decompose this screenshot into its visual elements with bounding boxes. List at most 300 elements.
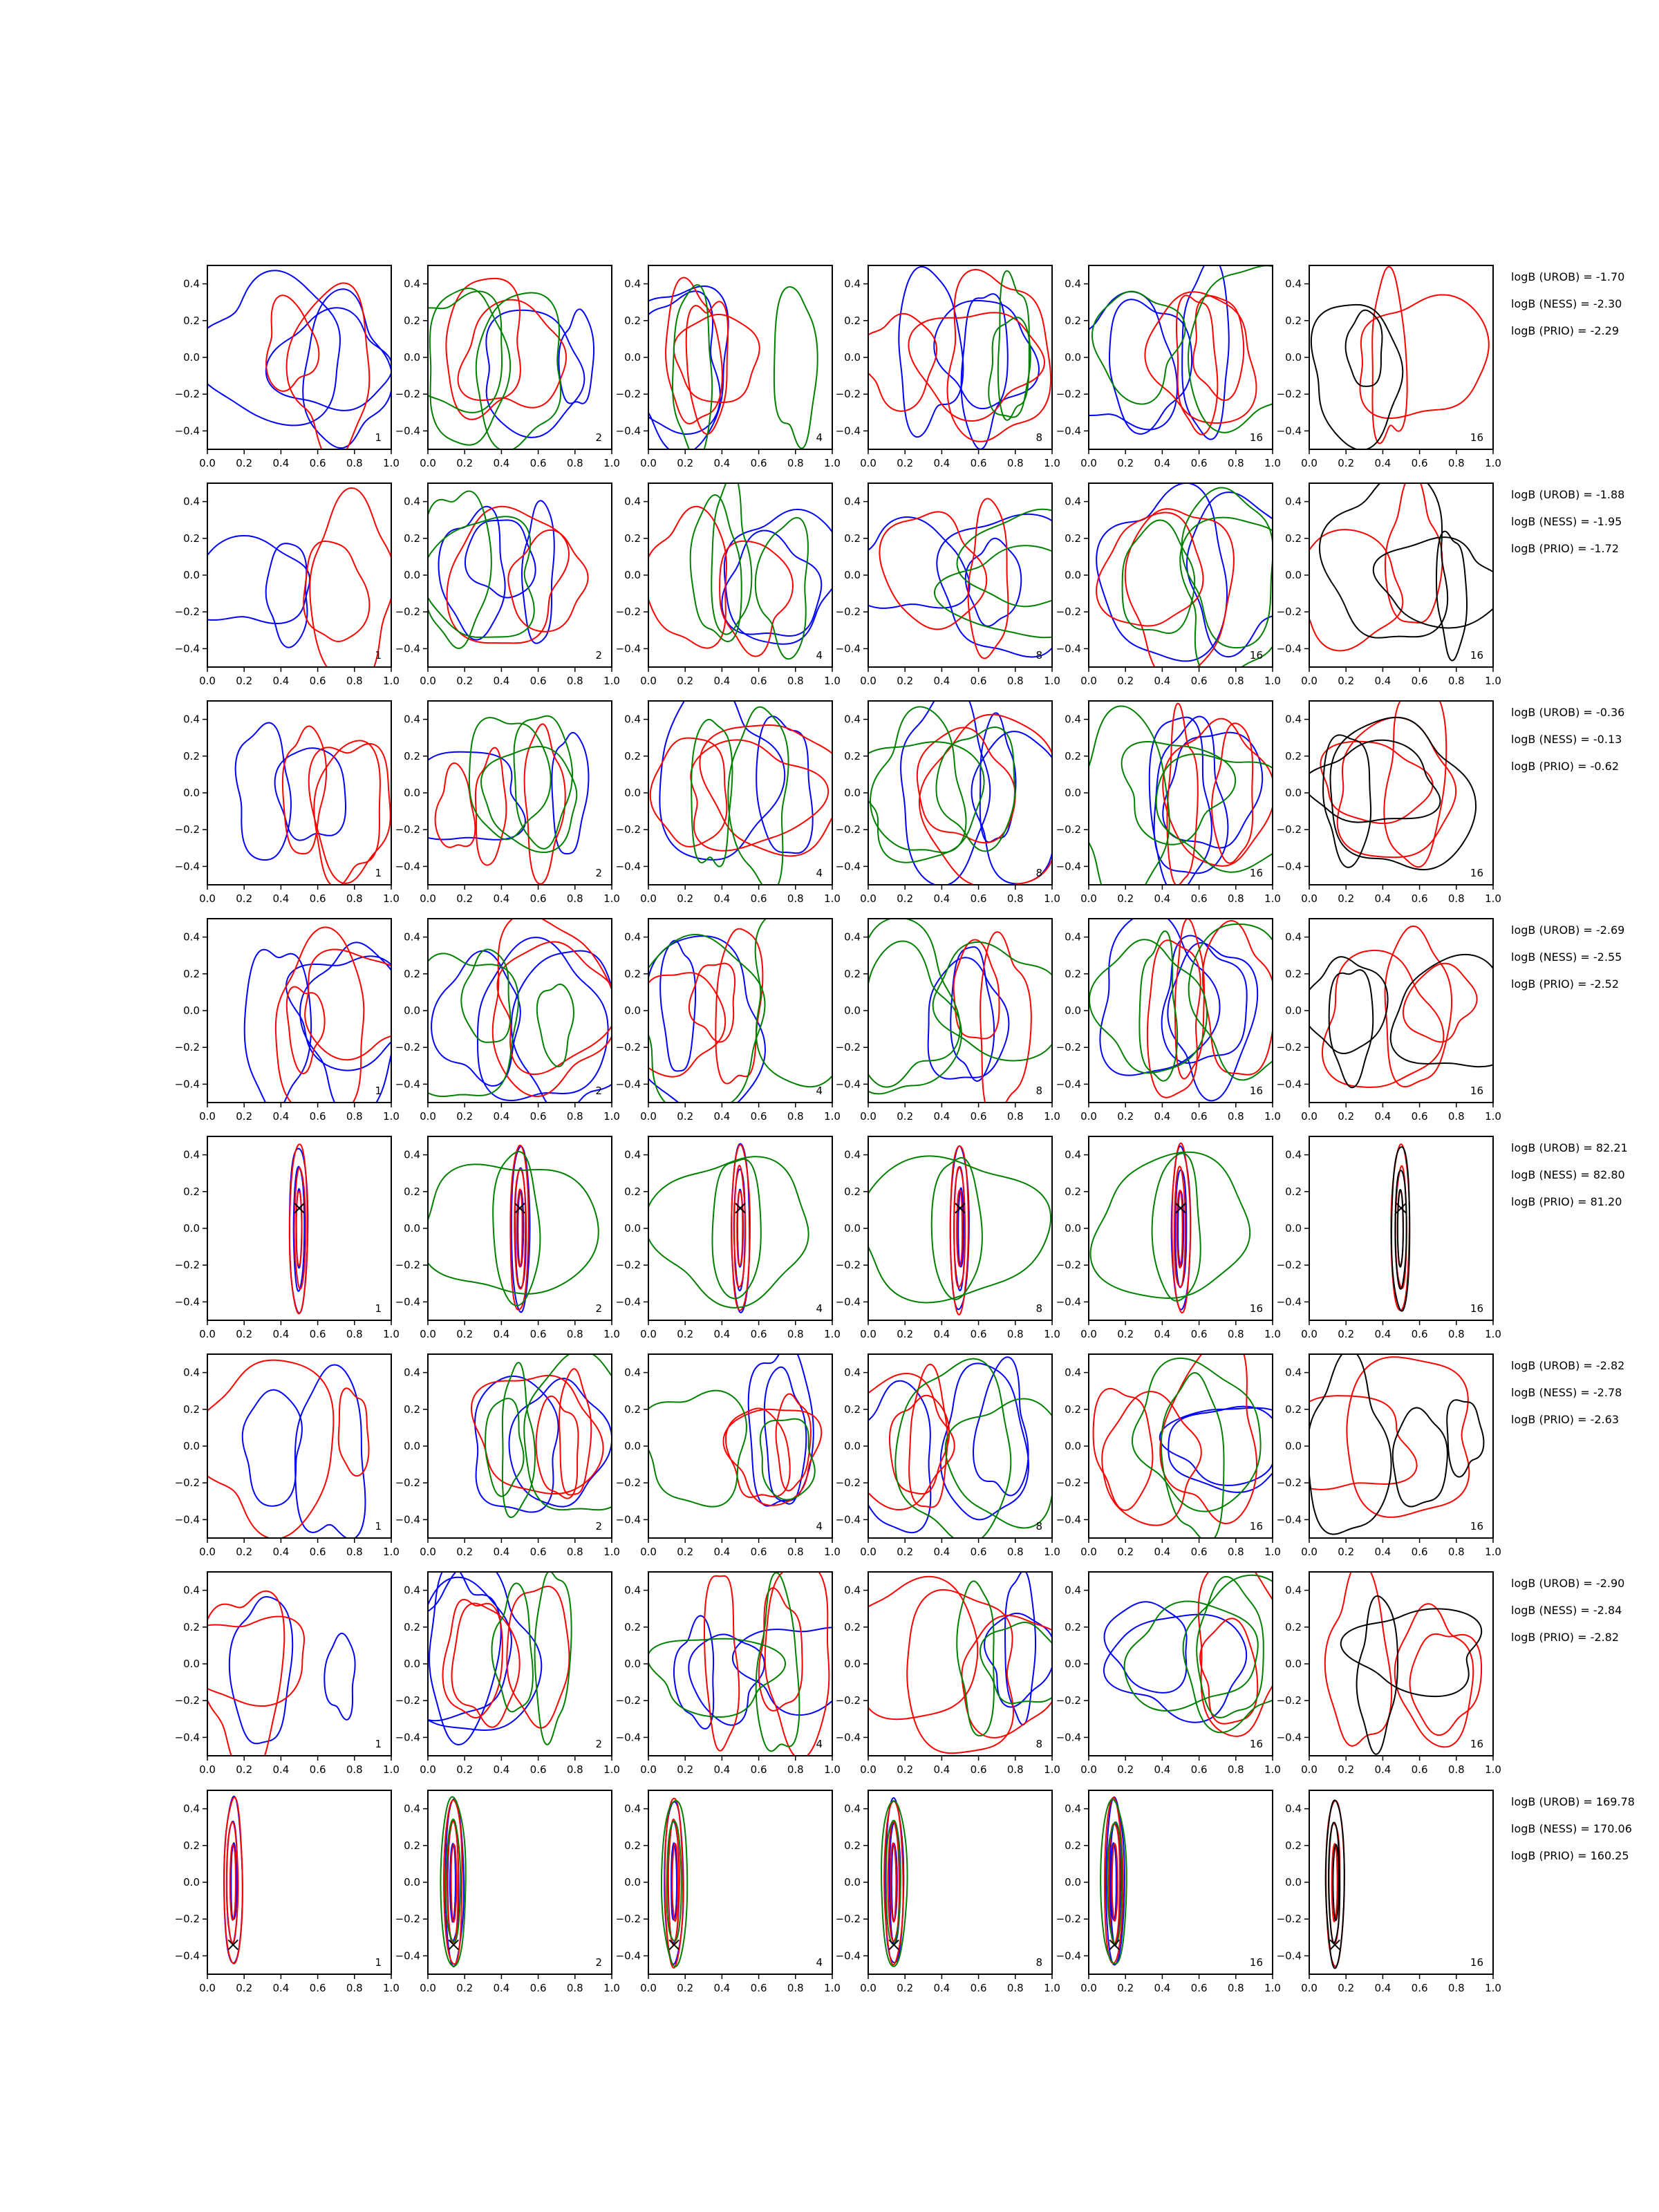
x-tick-label: 1.0 [1485, 1546, 1501, 1558]
contour-blue [1187, 492, 1301, 657]
contour-black [1346, 310, 1382, 386]
x-tick-label: 1.0 [1264, 457, 1281, 469]
x-tick-label: 1.0 [383, 1110, 400, 1123]
contour-blue [185, 536, 310, 624]
contour-lines [440, 1797, 465, 1967]
panel-r5-c3 [616, 1136, 841, 1340]
panel-label: 2 [595, 1520, 602, 1533]
logb-prio-text: logB (PRIO) = 160.25 [1511, 1849, 1629, 1862]
x-tick-label: 0.8 [346, 1110, 363, 1123]
y-tick-label: 0.4 [404, 495, 420, 508]
x-tick-label: 0.0 [1301, 457, 1318, 469]
contour-red [559, 1369, 591, 1494]
y-tick-label: −0.4 [615, 424, 641, 438]
contour-lines [645, 1144, 808, 1313]
y-tick-label: 0.2 [624, 532, 641, 545]
panel-r7-c3 [616, 1566, 864, 1776]
x-tick-label: 1.0 [383, 675, 400, 687]
contour-green [711, 474, 751, 634]
y-tick-label: 0.0 [183, 1004, 200, 1017]
y-tick-label: −0.4 [1276, 860, 1302, 873]
x-tick-label: 0.0 [199, 675, 216, 687]
x-tick-label: 0.0 [1301, 1546, 1318, 1558]
x-tick-label: 0.4 [272, 1110, 290, 1123]
y-tick-label: −0.4 [395, 642, 420, 655]
x-tick-label: 0.6 [1190, 1763, 1208, 1776]
y-tick-label: 0.2 [1065, 749, 1081, 762]
logb-urob-text: logB (UROB) = -2.69 [1511, 924, 1625, 937]
y-tick-label: −0.4 [1276, 1078, 1302, 1091]
contour-lines [245, 927, 420, 1119]
y-tick-label: 0.4 [624, 1584, 641, 1597]
x-tick-label: 0.2 [1338, 675, 1355, 687]
y-tick-label: 0.4 [624, 1148, 641, 1161]
x-tick-label: 0.2 [897, 1546, 914, 1558]
y-tick-label: −0.4 [174, 1949, 200, 1962]
y-tick-label: 0.4 [183, 277, 200, 290]
x-tick-label: 0.2 [1117, 1328, 1134, 1340]
x-tick-label: 0.8 [346, 1546, 363, 1558]
axes-frame [428, 1136, 612, 1320]
x-tick-label: 1.0 [383, 457, 400, 469]
x-tick-label: 1.0 [824, 457, 841, 469]
x-tick-label: 0.8 [1006, 675, 1024, 687]
y-tick-label: −0.2 [1056, 823, 1081, 836]
x-tick-label: 0.2 [677, 457, 694, 469]
contour-lines [644, 474, 842, 659]
y-tick-label: 0.2 [404, 1839, 420, 1852]
panel-r8-c5 [1056, 1790, 1281, 1994]
y-tick-label: 0.4 [183, 1584, 200, 1597]
x-tick-label: 0.0 [640, 1546, 657, 1558]
axes-frame [1309, 1354, 1493, 1538]
y-tick-label: 0.0 [1285, 787, 1302, 799]
contour-blue [1109, 299, 1192, 434]
y-tick-label: −0.4 [1056, 1731, 1081, 1744]
panel-r2-c4 [836, 483, 1086, 687]
x-tick-label: 0.8 [1006, 1328, 1024, 1340]
x-tick-label: 0.0 [420, 1982, 436, 1994]
contour-lines [1104, 1562, 1291, 1736]
y-tick-label: 0.0 [1285, 1004, 1302, 1017]
contour-black [1398, 1190, 1403, 1267]
x-tick-label: 0.8 [1447, 892, 1465, 905]
contour-red [1203, 921, 1275, 1075]
y-tick-label: −0.2 [395, 1041, 420, 1054]
contour-red [1395, 1604, 1474, 1747]
x-tick-label: 0.2 [677, 1982, 694, 1994]
y-tick-label: 0.0 [1065, 1876, 1081, 1888]
contour-red [1338, 718, 1456, 857]
y-tick-label: 0.0 [1065, 569, 1081, 581]
x-tick-label: 0.2 [1338, 1110, 1355, 1123]
panel-label: 16 [1470, 1956, 1483, 1969]
y-tick-label: −0.4 [835, 860, 861, 873]
logb-urob-text: logB (UROB) = 169.78 [1511, 1795, 1635, 1808]
x-tick-label: 0.4 [1374, 1982, 1391, 1994]
y-tick-label: 0.0 [624, 351, 641, 364]
y-tick-label: 0.4 [1065, 1584, 1081, 1597]
x-tick-label: 0.0 [420, 457, 436, 469]
y-tick-label: 0.0 [624, 1440, 641, 1452]
y-tick-label: 0.4 [624, 930, 641, 944]
panel-label: 8 [1035, 431, 1042, 444]
x-tick-label: 0.6 [1411, 1110, 1428, 1123]
x-tick-label: 0.2 [677, 1546, 694, 1558]
x-tick-label: 0.2 [677, 675, 694, 687]
x-tick-label: 0.2 [236, 1110, 253, 1123]
contour-lines [852, 1571, 1069, 1753]
axes-frame [207, 701, 391, 885]
x-tick-label: 0.0 [1080, 1763, 1097, 1776]
y-tick-label: 0.2 [1065, 532, 1081, 545]
contour-lines [290, 1144, 308, 1313]
x-tick-label: 0.4 [272, 457, 290, 469]
contour-lines [1094, 1333, 1289, 1542]
x-tick-label: 0.2 [456, 892, 474, 905]
y-tick-label: −0.4 [1276, 424, 1302, 438]
x-tick-label: 0.4 [933, 892, 950, 905]
logb-urob-text: logB (UROB) = 82.21 [1511, 1141, 1628, 1154]
panel-r8-c3 [616, 1790, 841, 1994]
x-tick-label: 0.4 [1154, 1546, 1171, 1558]
y-tick-label: −0.2 [615, 388, 641, 401]
logb-prio-text: logB (PRIO) = -2.29 [1511, 324, 1619, 337]
x-tick-label: 0.8 [1447, 1110, 1465, 1123]
contour-lines [1058, 258, 1295, 440]
panel-label: 4 [816, 1302, 823, 1315]
x-tick-label: 0.2 [236, 457, 253, 469]
y-tick-label: −0.4 [174, 642, 200, 655]
axes-frame [648, 701, 832, 885]
panel-r1-c4 [836, 265, 1060, 469]
x-tick-label: 1.0 [1044, 457, 1060, 469]
x-tick-label: 1.0 [824, 1328, 841, 1340]
y-tick-label: 0.4 [844, 713, 861, 726]
x-tick-label: 0.2 [1338, 1763, 1355, 1776]
panel-label: 16 [1470, 431, 1483, 444]
x-tick-label: 0.2 [1338, 457, 1355, 469]
y-tick-label: 0.4 [404, 277, 420, 290]
contour-lines [860, 1146, 1051, 1315]
panel-label: 4 [816, 1738, 823, 1750]
contour-blue [674, 1615, 713, 1729]
contour-green [691, 495, 742, 641]
y-tick-label: −0.2 [615, 1041, 641, 1054]
y-tick-label: 0.4 [404, 1148, 420, 1161]
panel-label: 16 [1470, 1738, 1483, 1750]
x-tick-label: 0.2 [1117, 1110, 1134, 1123]
x-tick-label: 0.4 [1154, 1763, 1171, 1776]
panel-label: 16 [1249, 867, 1263, 879]
contour-lines [422, 491, 588, 648]
panel-label: 2 [595, 867, 602, 879]
contour-green [1139, 931, 1177, 1081]
x-tick-label: 0.6 [529, 892, 547, 905]
y-tick-label: 0.0 [183, 1222, 200, 1235]
y-tick-label: 0.2 [404, 1403, 420, 1416]
y-tick-label: −0.2 [615, 1477, 641, 1490]
y-tick-label: −0.4 [1056, 860, 1081, 873]
contour-lines [397, 915, 626, 1114]
x-tick-label: 0.4 [1374, 675, 1391, 687]
panel-r4-c4 [836, 918, 1060, 1123]
y-tick-label: −0.4 [174, 424, 200, 438]
y-tick-label: 0.0 [1065, 1440, 1081, 1452]
y-tick-label: −0.2 [835, 823, 861, 836]
y-tick-label: 0.0 [624, 1658, 641, 1670]
logb-prio-text: logB (PRIO) = -2.63 [1511, 1413, 1619, 1426]
x-tick-label: 0.0 [860, 1763, 877, 1776]
contour-red [636, 973, 725, 1076]
y-tick-label: −0.4 [395, 1295, 420, 1309]
y-tick-label: −0.4 [615, 642, 641, 655]
y-tick-label: 0.4 [624, 713, 641, 726]
y-tick-label: 0.2 [183, 532, 200, 545]
y-tick-label: −0.2 [1276, 1694, 1302, 1707]
x-tick-label: 0.2 [456, 1110, 474, 1123]
panel-r8-c2 [395, 1790, 620, 1994]
contour-green [1091, 1152, 1250, 1298]
y-tick-label: −0.2 [835, 1694, 861, 1707]
contour-lines [422, 1145, 599, 1312]
x-tick-label: 0.0 [860, 1110, 877, 1123]
x-tick-label: 0.4 [933, 1328, 950, 1340]
x-tick-label: 0.4 [1154, 892, 1171, 905]
y-tick-label: 0.0 [844, 1004, 861, 1017]
x-tick-label: 0.6 [309, 1763, 326, 1776]
y-tick-label: 0.2 [183, 1403, 200, 1416]
panel-r6-c6 [1277, 1350, 1501, 1558]
y-tick-label: −0.4 [615, 1513, 641, 1526]
contour-blue [475, 1376, 559, 1512]
y-tick-label: −0.4 [395, 1731, 420, 1744]
logb-urob-text: logB (UROB) = -2.82 [1511, 1359, 1625, 1372]
y-tick-label: −0.4 [395, 1078, 420, 1091]
x-tick-label: 0.6 [1190, 457, 1208, 469]
contour-red [297, 1192, 302, 1266]
y-tick-label: −0.4 [174, 1295, 200, 1309]
y-tick-label: −0.2 [615, 1259, 641, 1272]
y-tick-label: −0.2 [395, 1259, 420, 1272]
x-tick-label: 0.0 [640, 1763, 657, 1776]
contour-lines [850, 918, 1059, 1118]
y-tick-label: −0.2 [174, 823, 200, 836]
contour-red [650, 738, 727, 847]
x-tick-label: 0.4 [493, 1328, 510, 1340]
contour-red [980, 932, 1031, 1118]
axes-frame [868, 1572, 1052, 1756]
x-tick-label: 0.8 [346, 457, 363, 469]
panel-label: 8 [1035, 1738, 1042, 1750]
x-tick-label: 1.0 [1044, 675, 1060, 687]
x-tick-label: 1.0 [1485, 1328, 1501, 1340]
y-tick-label: 0.2 [183, 1620, 200, 1633]
y-tick-label: 0.2 [183, 1839, 200, 1852]
x-tick-label: 0.6 [1411, 457, 1428, 469]
y-tick-label: 0.2 [624, 967, 641, 980]
x-tick-label: 0.8 [346, 1328, 363, 1340]
panel-r3-c3 [616, 680, 847, 905]
y-tick-label: 0.4 [844, 1148, 861, 1161]
x-tick-label: 0.4 [1154, 1110, 1171, 1123]
x-tick-label: 0.8 [1006, 892, 1024, 905]
x-tick-label: 0.0 [1301, 1328, 1318, 1340]
contour-blue [847, 517, 970, 608]
contour-lines [1100, 1797, 1127, 1965]
x-tick-label: 0.0 [640, 675, 657, 687]
x-tick-label: 0.6 [1411, 1546, 1428, 1558]
x-tick-label: 0.2 [677, 1328, 694, 1340]
x-tick-label: 0.6 [1190, 1982, 1208, 1994]
y-tick-label: −0.4 [1276, 1731, 1302, 1744]
y-tick-label: 0.0 [624, 1222, 641, 1235]
contour-green [850, 918, 960, 1087]
contour-blue [749, 1345, 814, 1506]
axes-frame [207, 1572, 391, 1756]
contour-black [1303, 957, 1388, 1053]
axes-frame [1309, 265, 1493, 449]
panel-r4-c1 [175, 919, 420, 1123]
contour-green [756, 1573, 800, 1751]
contour-green [1132, 1358, 1261, 1512]
panel-label: 16 [1249, 1520, 1263, 1533]
x-tick-label: 0.2 [1117, 457, 1134, 469]
y-tick-label: 0.4 [1285, 1148, 1302, 1161]
x-tick-label: 0.2 [456, 1763, 474, 1776]
x-tick-label: 0.2 [236, 1763, 253, 1776]
axes-frame [648, 1572, 832, 1756]
panel-r6-c3 [616, 1345, 841, 1558]
contour-blue [972, 731, 1060, 883]
x-tick-label: 0.4 [713, 1982, 731, 1994]
x-tick-label: 1.0 [1485, 1110, 1501, 1123]
contour-lines [847, 495, 1086, 658]
y-tick-label: 0.0 [183, 1658, 200, 1670]
panel-r5-c5 [1056, 1136, 1281, 1340]
y-tick-label: −0.2 [174, 606, 200, 619]
y-tick-label: 0.0 [624, 569, 641, 581]
contour-lines [881, 1798, 907, 1967]
x-tick-label: 0.0 [420, 1110, 436, 1123]
x-tick-label: 0.6 [750, 1763, 767, 1776]
contour-lines [191, 270, 393, 462]
x-tick-label: 0.6 [309, 457, 326, 469]
y-tick-label: −0.4 [395, 424, 420, 438]
panel-label: 4 [816, 867, 823, 879]
logb-ness-text: logB (NESS) = -2.78 [1511, 1386, 1622, 1399]
panel-r7-c1 [175, 1572, 400, 1778]
contour-blue [1150, 718, 1212, 894]
x-tick-label: 0.4 [933, 457, 950, 469]
contour-green [774, 287, 818, 449]
y-tick-label: 0.0 [1285, 569, 1302, 581]
y-tick-label: −0.2 [1276, 823, 1302, 836]
x-tick-label: 0.8 [787, 1982, 804, 1994]
contour-lines [662, 1799, 687, 1968]
x-tick-label: 0.6 [1190, 1546, 1208, 1558]
contour-blue [243, 1390, 302, 1506]
y-tick-label: 0.2 [844, 1185, 861, 1198]
y-tick-label: 0.0 [1065, 1004, 1081, 1017]
x-tick-label: 0.0 [1080, 1328, 1097, 1340]
x-tick-label: 1.0 [1485, 675, 1501, 687]
y-tick-label: 0.2 [844, 967, 861, 980]
x-tick-label: 0.0 [640, 892, 657, 905]
y-tick-label: 0.4 [844, 1802, 861, 1815]
y-tick-label: 0.2 [624, 314, 641, 327]
x-tick-label: 0.0 [420, 675, 436, 687]
panel-r3-c6 [1277, 690, 1501, 905]
panel-label: 16 [1470, 867, 1483, 879]
panel-label: 4 [816, 431, 823, 444]
x-tick-label: 0.4 [272, 892, 290, 905]
x-tick-label: 1.0 [1264, 675, 1281, 687]
panel-label: 4 [816, 1085, 823, 1097]
y-tick-label: −0.2 [615, 1694, 641, 1707]
x-tick-label: 1.0 [1044, 892, 1060, 905]
y-tick-label: 0.4 [183, 495, 200, 508]
contour-black [1391, 955, 1533, 1067]
contour-green [1092, 292, 1185, 404]
contour-red [200, 1591, 285, 1778]
y-tick-label: −0.4 [835, 1295, 861, 1309]
x-tick-label: 0.0 [1080, 892, 1097, 905]
x-tick-label: 0.8 [1227, 1328, 1244, 1340]
x-tick-label: 0.4 [713, 1328, 731, 1340]
axes-frame [648, 1136, 832, 1320]
y-tick-label: −0.2 [174, 388, 200, 401]
x-tick-label: 0.4 [713, 1546, 731, 1558]
y-tick-label: −0.2 [615, 823, 641, 836]
contour-black [1447, 1400, 1483, 1477]
x-tick-label: 0.6 [1190, 1110, 1208, 1123]
x-tick-label: 0.8 [1227, 892, 1244, 905]
x-tick-label: 1.0 [383, 1763, 400, 1776]
y-tick-label: 0.4 [624, 1366, 641, 1379]
x-tick-label: 0.8 [1227, 1110, 1244, 1123]
x-tick-label: 0.6 [529, 1763, 547, 1776]
y-tick-label: −0.2 [835, 1259, 861, 1272]
axes-frame [1089, 701, 1273, 885]
y-tick-label: 0.2 [1285, 1185, 1302, 1198]
contour-red [508, 530, 588, 632]
panel-r4-c2 [395, 915, 627, 1123]
contour-red [1167, 704, 1197, 885]
y-tick-label: −0.2 [174, 1259, 200, 1272]
contour-lines [1304, 690, 1476, 870]
y-tick-label: 0.0 [1065, 351, 1081, 364]
x-tick-label: 0.0 [1301, 1982, 1318, 1994]
y-tick-label: 0.0 [404, 569, 420, 581]
x-tick-label: 0.2 [1117, 1763, 1134, 1776]
y-tick-label: 0.4 [624, 1802, 641, 1815]
x-tick-label: 0.8 [566, 892, 583, 905]
x-tick-label: 1.0 [603, 457, 620, 469]
x-tick-label: 1.0 [824, 1110, 841, 1123]
x-tick-label: 0.8 [346, 892, 363, 905]
logb-urob-text: logB (UROB) = -2.90 [1511, 1577, 1625, 1590]
contour-lines [636, 900, 854, 1116]
contour-green [1123, 521, 1195, 634]
x-tick-label: 0.6 [1411, 1982, 1428, 1994]
contour-lines [1290, 471, 1506, 660]
contour-green [1197, 1577, 1264, 1718]
y-tick-label: 0.0 [844, 351, 861, 364]
y-tick-label: −0.2 [1276, 388, 1302, 401]
y-tick-label: 0.4 [1285, 277, 1302, 290]
x-tick-label: 0.0 [1080, 457, 1097, 469]
